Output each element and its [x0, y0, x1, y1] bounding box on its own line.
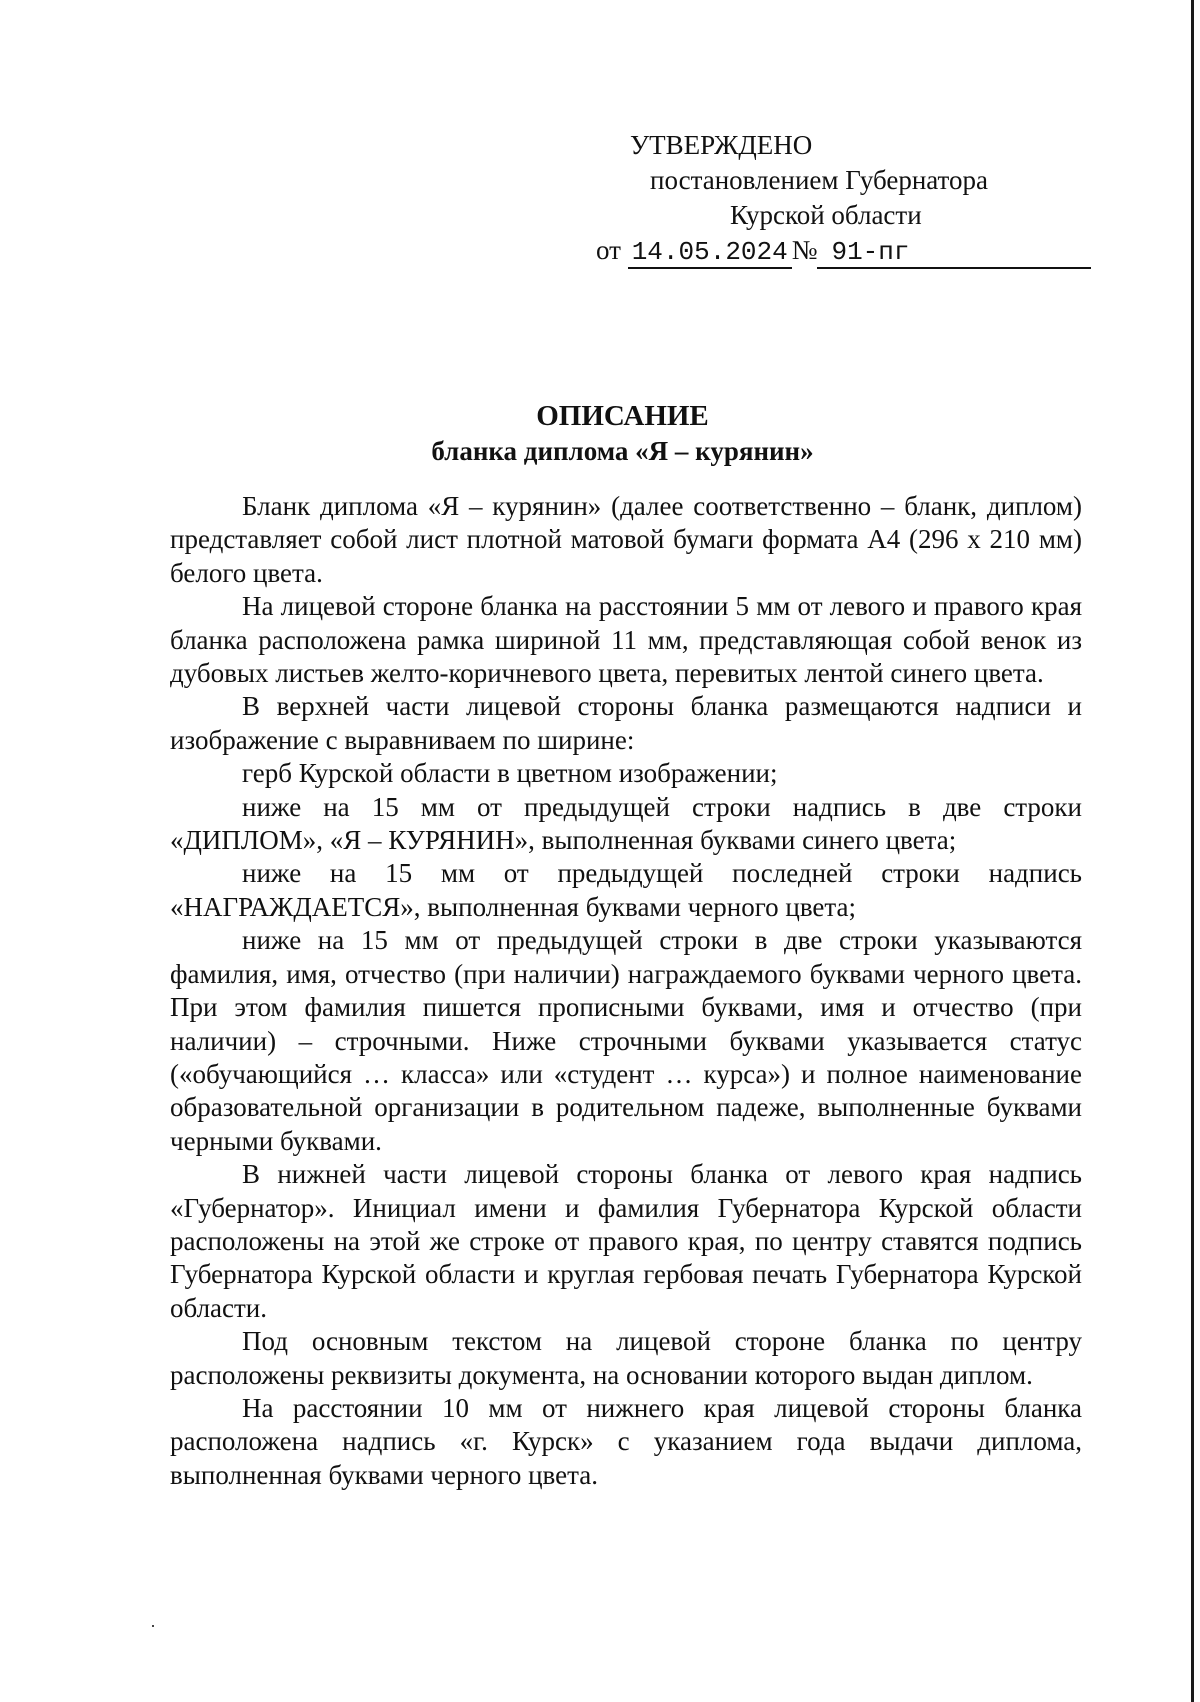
scan-speck — [152, 1625, 154, 1627]
paragraph-6: ниже на 15 мм от предыдущей последней строки надпись «НАГРАЖДАЕТСЯ», выполненная буквами черного цвета; — [170, 858, 1082, 922]
paragraph-5: ниже на 15 мм от предыдущей строки надпись в две строки «ДИПЛОМ», «Я – КУРЯНИН», выполненная буквами синего цвета; — [170, 791, 1082, 856]
decree-date-number-line — [560, 233, 1060, 269]
page-edge-line — [1191, 0, 1194, 1702]
region-label: Курской области — [730, 200, 922, 230]
title-subheading: бланка диплома «Я – курянин» — [431, 436, 814, 466]
paragraph-4: герб Курской области в цветном изображении; — [242, 758, 778, 789]
paragraph-3: В верхней части лицевой стороны бланка размещаются надписи и изображение с выравниваем по ширине: — [170, 691, 1082, 755]
document-body — [170, 490, 1082, 1492]
paragraph-9: Под основным текстом на лицевой стороне бланка по центру расположены реквизиты документа, на основании которого выдан диплом. — [170, 1326, 1082, 1390]
document-title — [170, 398, 1075, 468]
number-sign: № — [791, 235, 818, 265]
title-heading: ОПИСАНИЕ — [536, 400, 709, 432]
approval-stamp-block — [560, 128, 1060, 269]
decree-date: 14.05.2024 — [628, 237, 792, 269]
paragraph-1: Бланк диплома «Я – курянин» (далее соответственно – бланк, диплом) представляет собой лист плотной матовой бумаги формата А4 (296 х 210 мм) белого цвета. — [170, 491, 1082, 588]
paragraph-2: На лицевой стороне бланка на расстоянии 5 мм от левого и правого края бланка расположена рамка шириной 11 мм, представляющая собой венок из дубовых листьев желто-коричневого цвета, перевитых лентой синего цвета. — [170, 591, 1082, 689]
decree-number: 91-пг — [817, 237, 1091, 269]
paragraph-10: На расстоянии 10 мм от нижнего края лицевой стороны бланка расположена надпись «г. Курск» с указанием года выдачи диплома, выполненная буквами черного цвета. — [170, 1392, 1082, 1490]
decree-label: постановлением Губернатора — [650, 165, 988, 195]
from-label: от — [596, 235, 621, 265]
paragraph-7: ниже на 15 мм от предыдущей строки в две строки указываются фамилия, имя, отчество (при наличии) награждаемого буквами черного цвета. При этом фамилия пишется прописными буквами, имя и отчество (при наличии) – строчными. Ниже строчными буквами указывается статус («обучающийся … класса» или «студент … курса») и полное наименование образовательной организации в родительном падеже, выполненные буквами черными буквами. — [170, 925, 1082, 1156]
approved-label: УТВЕРЖДЕНО — [630, 130, 813, 160]
paragraph-8: В нижней части лицевой стороны бланка от левого края надпись «Губернатор». Инициал имени и фамилия Губернатора Курской области расположены на этой же строке от правого края, по центру ставятся подпись Губернатора Курской области и круглая гербовая печать Губернатора Курской области. — [170, 1159, 1082, 1323]
